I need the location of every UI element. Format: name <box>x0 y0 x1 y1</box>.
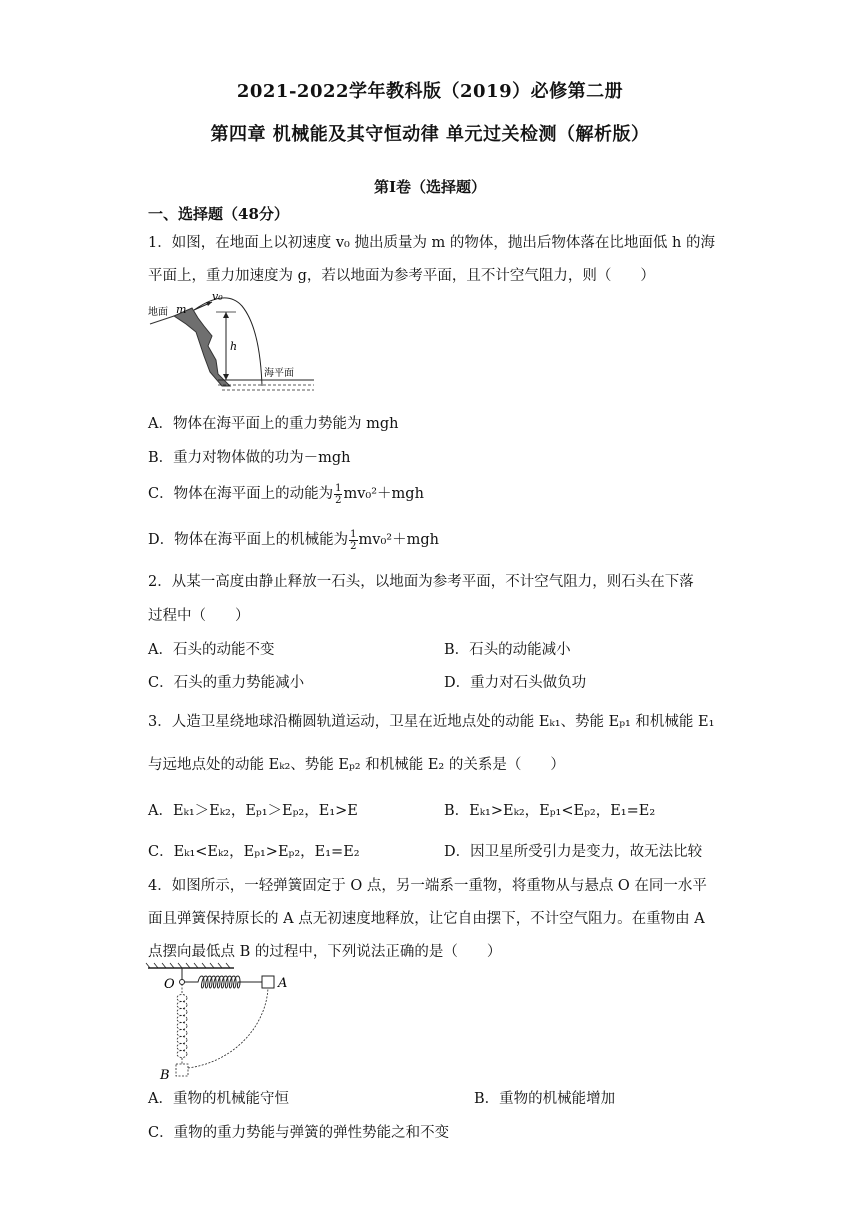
fraction-denominator: 2 <box>350 540 357 552</box>
ground-label: 地面 <box>148 307 168 318</box>
fraction-denominator: 2 <box>335 494 342 506</box>
q1-option-c-suffix: mv₀²＋mgh <box>343 486 424 502</box>
velocity-label: v₀ <box>212 290 223 303</box>
height-label: h <box>230 340 238 353</box>
q4-stem-line3: 点摆向最低点 B 的过程中，下列说法正确的是（ ） <box>148 944 502 960</box>
q1-option-a: A．物体在海平面上的重力势能为 mgh <box>148 416 399 432</box>
fraction <box>334 483 342 506</box>
q2-option-d: D．重力对石头做负功 <box>444 675 587 691</box>
q4-option-b: B．重物的机械能增加 <box>474 1091 616 1107</box>
q1-option-d-prefix: D．物体在海平面上的机械能为 <box>148 532 349 548</box>
b-label: B <box>160 1068 170 1083</box>
q4-stem-line1: 4．如图所示，一轻弹簧固定于 O 点，另一端系一重物，将重物从与悬点 O 在同一水平 <box>148 878 707 894</box>
q3-option-a: A．Eₖ₁＞Eₖ₂，Eₚ₁＞Eₚ₂，E₁>E <box>148 803 358 819</box>
q2-stem-line2: 过程中（ ） <box>148 608 250 624</box>
document-title-line1: 2021-2022学年教科版（2019）必修第二册 <box>236 81 624 102</box>
a-label: A <box>278 976 288 991</box>
q2-option-a: A．石头的动能不变 <box>148 642 275 658</box>
q3-stem-line1: 3．人造卫星绕地球沿椭圆轨道运动，卫星在近地点处的动能 Eₖ₁、势能 Eₚ₁ 和机械能 E₁ <box>148 714 715 730</box>
q1-option-d <box>148 528 439 552</box>
fraction-numerator: 1 <box>350 528 357 540</box>
q1-option-c <box>148 482 424 506</box>
q4-option-c: C．重物的重力势能与弹簧的弹性势能之和不变 <box>148 1125 450 1141</box>
q2-stem-line1: 2．从某一高度由静止释放一石头，以地面为参考平面，不计空气阻力，则石头在下落 <box>148 574 694 590</box>
q3-option-d: D．因卫星所受引力是变力，故无法比较 <box>444 844 703 860</box>
volume-heading: 第Ⅰ卷（选择题） <box>373 178 487 196</box>
q1-stem-line1: 1．如图，在地面上以初速度 v₀ 抛出质量为 m 的物体，抛出后物体落在比地面低 h 的海 <box>148 235 715 251</box>
section-heading: 一、选择题（48分） <box>148 205 289 223</box>
q1-option-b: B．重力对物体做的功为－mgh <box>148 450 351 466</box>
document-title-line2: 第四章 机械能及其守恒动律 单元过关检测（解析版） <box>210 124 650 145</box>
q1-option-c-prefix: C．物体在海平面上的动能为 <box>148 486 334 502</box>
fraction <box>349 529 357 552</box>
q2-option-b: B．石头的动能减小 <box>444 642 571 658</box>
q2-option-c: C．石头的重力势能减小 <box>148 675 305 691</box>
q3-stem-line2: 与远地点处的动能 Eₖ₂、势能 Eₚ₂ 和机械能 E₂ 的关系是（ ） <box>148 757 565 773</box>
q1-cliff-figure <box>146 288 318 396</box>
q1-option-d-suffix: mv₀²＋mgh <box>358 532 439 548</box>
q3-option-c: C．Eₖ₁<Eₖ₂，Eₚ₁>Eₚ₂，E₁=E₂ <box>148 844 360 860</box>
mass-label: m <box>176 303 187 316</box>
q1-stem-line2: 平面上，重力加速度为 g，若以地面为参考平面，且不计空气阻力，则（ ） <box>148 268 655 284</box>
sea-label: 海平面 <box>264 368 294 379</box>
q4-spring-figure <box>144 962 294 1084</box>
o-label: O <box>164 977 175 992</box>
q3-option-b: B．Eₖ₁>Eₖ₂，Eₚ₁<Eₚ₂，E₁=E₂ <box>444 803 656 819</box>
q4-stem-line2: 面且弹簧保持原长的 A 点无初速度地释放，让它自由摆下，不计空气阻力。在重物由 A <box>148 911 705 927</box>
q4-option-a: A．重物的机械能守恒 <box>148 1091 289 1107</box>
fraction-numerator: 1 <box>335 482 342 494</box>
